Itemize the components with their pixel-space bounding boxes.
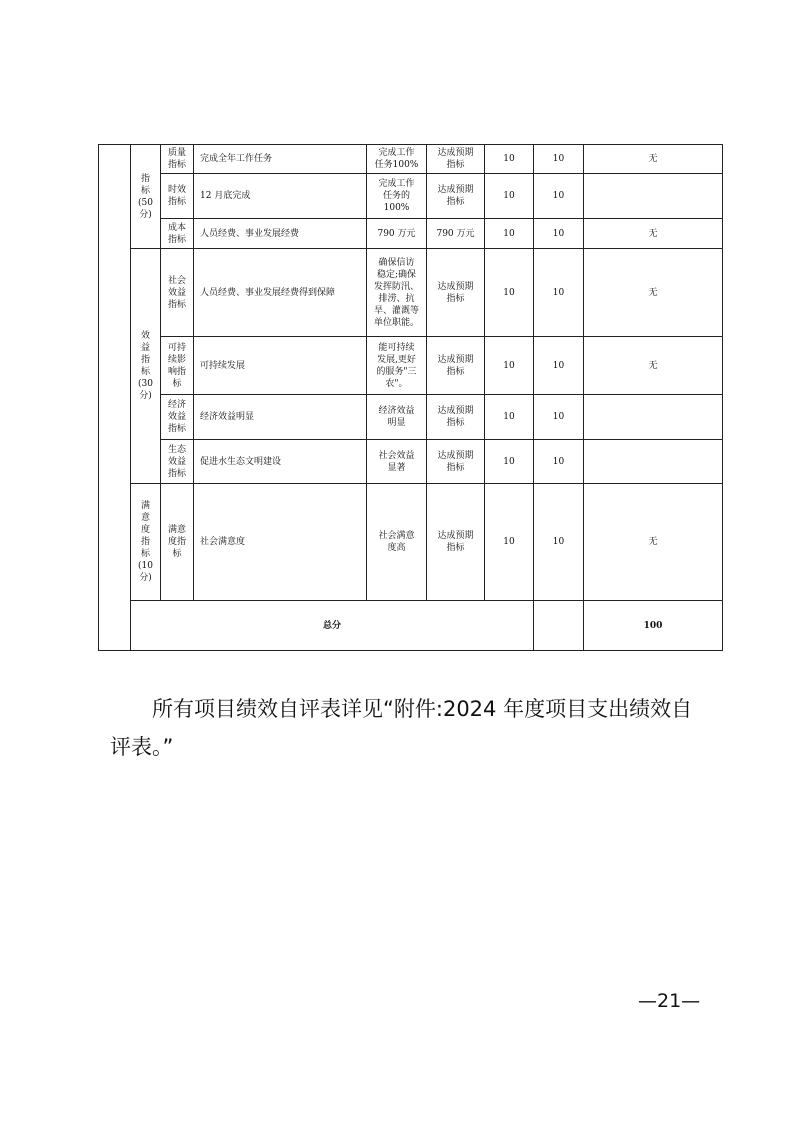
note-cell: 无 (584, 219, 723, 249)
score-cell: 10 (534, 145, 584, 174)
table-row (99, 249, 723, 337)
target-cell: 能可持续 发展,更好 的服务"三 农"。 (367, 337, 427, 395)
note-cell (584, 174, 723, 219)
content-cell: 人员经费、事业发展经费得到保障 (194, 249, 367, 337)
actual-cell: 790 万元 (427, 219, 485, 249)
category-cell: 可持 续影 响指 标 (161, 337, 194, 395)
category-cell: 社会 效益 指标 (161, 249, 194, 337)
total-row (99, 601, 723, 651)
content-cell: 人员经费、事业发展经费 (194, 219, 367, 249)
table-row (99, 174, 723, 219)
note-cell (584, 395, 723, 440)
content-cell: 促进水生态文明建设 (194, 440, 367, 484)
note-cell: 无 (584, 337, 723, 395)
note-cell: 无 (584, 249, 723, 337)
score-cell: 10 (534, 337, 584, 395)
page-number: —21— (638, 990, 701, 1012)
target-cell: 经济效益 明显 (367, 395, 427, 440)
table-row (99, 440, 723, 484)
group-label-output: 指 标 (50 分) (131, 145, 161, 249)
group-label-benefit: 效 益 指 标 (30 分) (131, 249, 161, 484)
note-cell (584, 440, 723, 484)
closing-paragraph: 所有项目绩效自评表详见“附件:2024 年度项目支出绩效自评表。” (110, 697, 693, 759)
weight-cell: 10 (485, 440, 534, 484)
actual-cell: 达成预期 指标 (427, 145, 485, 174)
score-cell: 10 (534, 174, 584, 219)
weight-cell: 10 (485, 484, 534, 601)
score-cell: 10 (534, 395, 584, 440)
actual-cell: 达成预期 指标 (427, 337, 485, 395)
table-row (99, 484, 723, 601)
target-cell: 社会满意 度高 (367, 484, 427, 601)
table-row (99, 337, 723, 395)
target-cell: 790 万元 (367, 219, 427, 249)
actual-cell: 达成预期 指标 (427, 395, 485, 440)
category-cell: 成本 指标 (161, 219, 194, 249)
score-cell: 10 (534, 249, 584, 337)
group-label-satisfaction: 满 意 度 指 标 (10 分) (131, 484, 161, 601)
performance-evaluation-table (98, 144, 723, 651)
table-row (99, 145, 723, 174)
content-cell: 社会满意度 (194, 484, 367, 601)
content-cell: 经济效益明显 (194, 395, 367, 440)
target-cell: 社会效益 显著 (367, 440, 427, 484)
table-row (99, 395, 723, 440)
category-cell: 时效 指标 (161, 174, 194, 219)
weight-cell: 10 (485, 174, 534, 219)
category-cell: 生态 效益 指标 (161, 440, 194, 484)
category-cell: 满意 度指 标 (161, 484, 194, 601)
outer-category-cell (99, 145, 131, 651)
weight-cell: 10 (485, 395, 534, 440)
actual-cell: 达成预期 指标 (427, 440, 485, 484)
content-cell: 12 月底完成 (194, 174, 367, 219)
score-cell: 10 (534, 484, 584, 601)
weight-cell: 10 (485, 249, 534, 337)
actual-cell: 达成预期 指标 (427, 484, 485, 601)
note-cell: 无 (584, 145, 723, 174)
total-label: 总分 (131, 601, 534, 651)
target-cell: 完成工作 任务100% (367, 145, 427, 174)
content-cell: 可持续发展 (194, 337, 367, 395)
actual-cell: 达成预期 指标 (427, 249, 485, 337)
weight-cell: 10 (485, 219, 534, 249)
category-cell: 经济 效益 指标 (161, 395, 194, 440)
score-cell: 10 (534, 219, 584, 249)
target-cell: 确保信访 稳定;确保 发挥防汛、 排涝、抗 旱、灌溉等 单位职能。 (367, 249, 427, 337)
weight-cell: 10 (485, 145, 534, 174)
content-cell: 完成全年工作任务 (194, 145, 367, 174)
total-weight: 100 (584, 601, 723, 651)
category-cell: 质量 指标 (161, 145, 194, 174)
weight-cell: 10 (485, 337, 534, 395)
score-cell: 10 (534, 440, 584, 484)
target-cell: 完成工作 任务的 100% (367, 174, 427, 219)
actual-cell: 达成预期 指标 (427, 174, 485, 219)
total-empty-cell (534, 601, 584, 651)
table-row (99, 219, 723, 249)
note-cell: 无 (584, 484, 723, 601)
